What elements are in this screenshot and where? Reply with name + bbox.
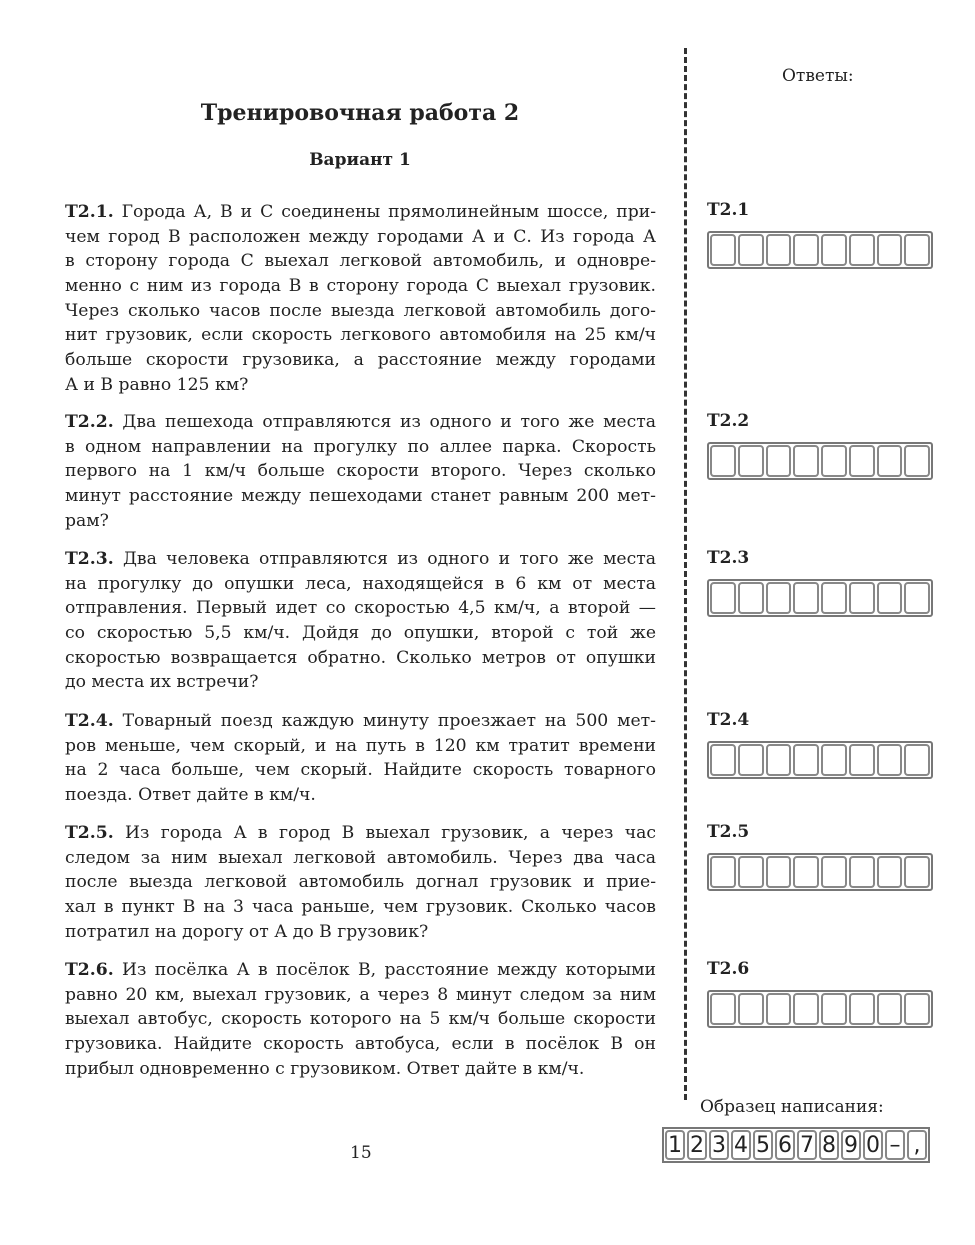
answer-cell[interactable] xyxy=(821,582,847,614)
answer-cell[interactable] xyxy=(849,856,875,888)
answer-cell[interactable] xyxy=(738,582,764,614)
answer-cell[interactable] xyxy=(710,856,736,888)
problem-line: минут расстояние между пешеходами станет равным 200 мет- xyxy=(65,486,656,507)
answer-cell[interactable] xyxy=(821,744,847,776)
problem-number: Т2.4. xyxy=(65,711,114,731)
sample-cell: 4 xyxy=(731,1130,751,1160)
problem-text: Два пешехода отправляются из одного и того же места xyxy=(113,412,656,432)
sample-cell: 6 xyxy=(775,1130,795,1160)
answer-cell[interactable] xyxy=(904,234,930,266)
problem-line: грузовика. Найдите скорость автобуса, если в посёлок В он xyxy=(65,1034,656,1055)
answer-cell[interactable] xyxy=(904,993,930,1025)
problem-line: больше скорости грузовика, а расстояние между городами xyxy=(65,350,656,371)
problem-3 xyxy=(65,547,656,695)
answer-cell[interactable] xyxy=(738,234,764,266)
problem-line: первого на 1 км/ч больше скорости второго. Через сколько xyxy=(65,461,656,482)
answer-cell[interactable] xyxy=(766,744,792,776)
answer-cell[interactable] xyxy=(849,582,875,614)
sample-cell: 7 xyxy=(797,1130,817,1160)
problem-line xyxy=(65,709,656,734)
problem-line: хал в пункт В на 3 часа раньше, чем грузовик. Сколько часов xyxy=(65,897,656,918)
problem-line: следом за ним выехал легковой автомобиль. Через два часа xyxy=(65,847,656,868)
sample-cell: 1 xyxy=(665,1130,685,1160)
sample-cell: 3 xyxy=(709,1130,729,1160)
answer-cell[interactable] xyxy=(904,744,930,776)
answer-box[interactable] xyxy=(707,442,933,480)
sample-cell: 8 xyxy=(819,1130,839,1160)
problem-line: потратил на дорогу от А до В грузовик? xyxy=(65,921,429,942)
answer-box[interactable] xyxy=(707,231,933,269)
sample-digits-box xyxy=(662,1127,930,1163)
problem-line: в сторону города С выехал легковой автомобиль, и одновре- xyxy=(65,251,656,272)
problem-number: Т2.2. xyxy=(65,412,114,432)
answer-cell[interactable] xyxy=(793,445,819,477)
problem-line: чем город В расположен между городами А и С. Из города А xyxy=(65,226,656,247)
problem-line: нит грузовик, если скорость легкового автомобиля на 25 км/ч xyxy=(65,325,656,346)
problem-line: менно с ним из города В в сторону города С выехал грузовик. xyxy=(65,276,656,297)
answer-cell[interactable] xyxy=(877,582,903,614)
answer-cell[interactable] xyxy=(793,856,819,888)
problem-line: ров меньше, чем скорый, и на путь в 120 км тратит времени xyxy=(65,735,656,756)
answer-cell[interactable] xyxy=(849,445,875,477)
problem-text: Товарный поезд каждую минуту проезжает на 500 мет- xyxy=(113,711,656,731)
answer-cell[interactable] xyxy=(766,234,792,266)
answers-heading: Ответы: xyxy=(782,66,854,86)
answer-cell[interactable] xyxy=(710,234,736,266)
problem-line: после выезда легковой автомобиль догнал грузовик и прие- xyxy=(65,872,656,893)
answer-cell[interactable] xyxy=(738,445,764,477)
problem-4 xyxy=(65,709,656,808)
answer-cell[interactable] xyxy=(849,234,875,266)
answer-label: Т2.2 xyxy=(707,411,750,431)
problem-line: отправления. Первый идет со скоростью 4,5 км/ч, а второй — xyxy=(65,598,656,619)
answer-label: Т2.6 xyxy=(707,959,750,979)
answer-cell[interactable] xyxy=(793,993,819,1025)
answer-cell[interactable] xyxy=(849,744,875,776)
answer-cell[interactable] xyxy=(821,234,847,266)
problem-line: рам? xyxy=(65,510,109,531)
sample-heading: Образец написания: xyxy=(700,1097,884,1117)
answer-cell[interactable] xyxy=(766,993,792,1025)
problem-number: Т2.1. xyxy=(65,202,114,222)
page-title: Тренировочная работа 2 xyxy=(200,100,520,126)
problem-text: Из посёлка А в посёлок В, расстояние между которыми xyxy=(113,960,656,980)
problem-line: выехал автобус, скорость которого на 5 км/ч больше скорости xyxy=(65,1009,656,1030)
answer-cell[interactable] xyxy=(738,856,764,888)
answer-box[interactable] xyxy=(707,741,933,779)
answer-label: Т2.3 xyxy=(707,548,750,568)
answer-cell[interactable] xyxy=(710,582,736,614)
answer-cell[interactable] xyxy=(849,993,875,1025)
sample-cell: 2 xyxy=(687,1130,707,1160)
answer-cell[interactable] xyxy=(766,582,792,614)
problem-line: А и В равно 125 км? xyxy=(65,374,249,395)
problem-line xyxy=(65,410,656,435)
answer-cell[interactable] xyxy=(793,234,819,266)
problem-5 xyxy=(65,821,656,944)
sample-cell: 0 xyxy=(863,1130,883,1160)
answer-label: Т2.5 xyxy=(707,822,750,842)
problem-line: скоростью возвращается обратно. Сколько метров от опушки xyxy=(65,647,656,668)
answer-cell[interactable] xyxy=(710,744,736,776)
problem-text: Два человека отправляются из одного и того же места xyxy=(113,549,656,569)
problem-line: на 2 часа больше, чем скорый. Найдите скорость товарного xyxy=(65,760,656,781)
problem-line: Через сколько часов после выезда легковой автомобиль дого- xyxy=(65,300,656,321)
problem-2 xyxy=(65,410,656,533)
problem-number: Т2.3. xyxy=(65,549,114,569)
answer-cell[interactable] xyxy=(738,993,764,1025)
answer-cell[interactable] xyxy=(877,856,903,888)
sample-cell: – xyxy=(885,1130,905,1160)
answer-cell[interactable] xyxy=(821,445,847,477)
answer-cell[interactable] xyxy=(904,445,930,477)
answer-cell[interactable] xyxy=(793,582,819,614)
problem-line xyxy=(65,547,656,572)
answer-box[interactable] xyxy=(707,853,933,891)
problem-number: Т2.5. xyxy=(65,823,114,843)
problem-line: прибыл одновременно с грузовиком. Ответ дайте в км/ч. xyxy=(65,1058,585,1079)
page-number: 15 xyxy=(350,1143,372,1163)
problem-line xyxy=(65,821,656,846)
answer-cell[interactable] xyxy=(877,445,903,477)
problem-1 xyxy=(65,200,656,398)
sample-cell: , xyxy=(907,1130,927,1160)
answer-box[interactable] xyxy=(707,990,933,1028)
problem-line: поезда. Ответ дайте в км/ч. xyxy=(65,785,316,806)
answer-cell[interactable] xyxy=(821,856,847,888)
problem-6 xyxy=(65,958,656,1081)
answer-cell[interactable] xyxy=(710,445,736,477)
problem-line: равно 20 км, выехал грузовик, а через 8 минут следом за ним xyxy=(65,984,656,1005)
problem-line xyxy=(65,958,656,983)
answer-cell[interactable] xyxy=(877,993,903,1025)
answer-cell[interactable] xyxy=(766,856,792,888)
sample-cell: 9 xyxy=(841,1130,861,1160)
problem-line: на прогулку до опушки леса, находящейся в 6 км от места xyxy=(65,573,656,594)
problem-line: со скоростью 5,5 км/ч. Дойдя до опушки, второй с той же xyxy=(65,623,656,644)
answer-box[interactable] xyxy=(707,579,933,617)
answer-cell[interactable] xyxy=(710,993,736,1025)
sample-cell: 5 xyxy=(753,1130,773,1160)
answer-cell[interactable] xyxy=(738,744,764,776)
answer-label: Т2.4 xyxy=(707,710,750,730)
answer-cell[interactable] xyxy=(821,993,847,1025)
problem-text: Из города А в город В выехал грузовик, а через час xyxy=(113,823,656,843)
answer-cell[interactable] xyxy=(904,582,930,614)
problem-line: до места их встречи? xyxy=(65,672,259,693)
answer-cell[interactable] xyxy=(793,744,819,776)
cut-line-divider xyxy=(684,48,687,1100)
answer-cell[interactable] xyxy=(877,744,903,776)
variant-heading: Вариант 1 xyxy=(309,150,411,170)
answer-cell[interactable] xyxy=(877,234,903,266)
answer-cell[interactable] xyxy=(904,856,930,888)
problem-line: в одном направлении на прогулку по аллее парка. Скорость xyxy=(65,436,656,457)
answer-label: Т2.1 xyxy=(707,200,750,220)
problem-line xyxy=(65,200,656,225)
answer-cell[interactable] xyxy=(766,445,792,477)
problem-number: Т2.6. xyxy=(65,960,114,980)
problem-text: Города А, В и С соединены прямолинейным шоссе, при- xyxy=(113,202,656,222)
